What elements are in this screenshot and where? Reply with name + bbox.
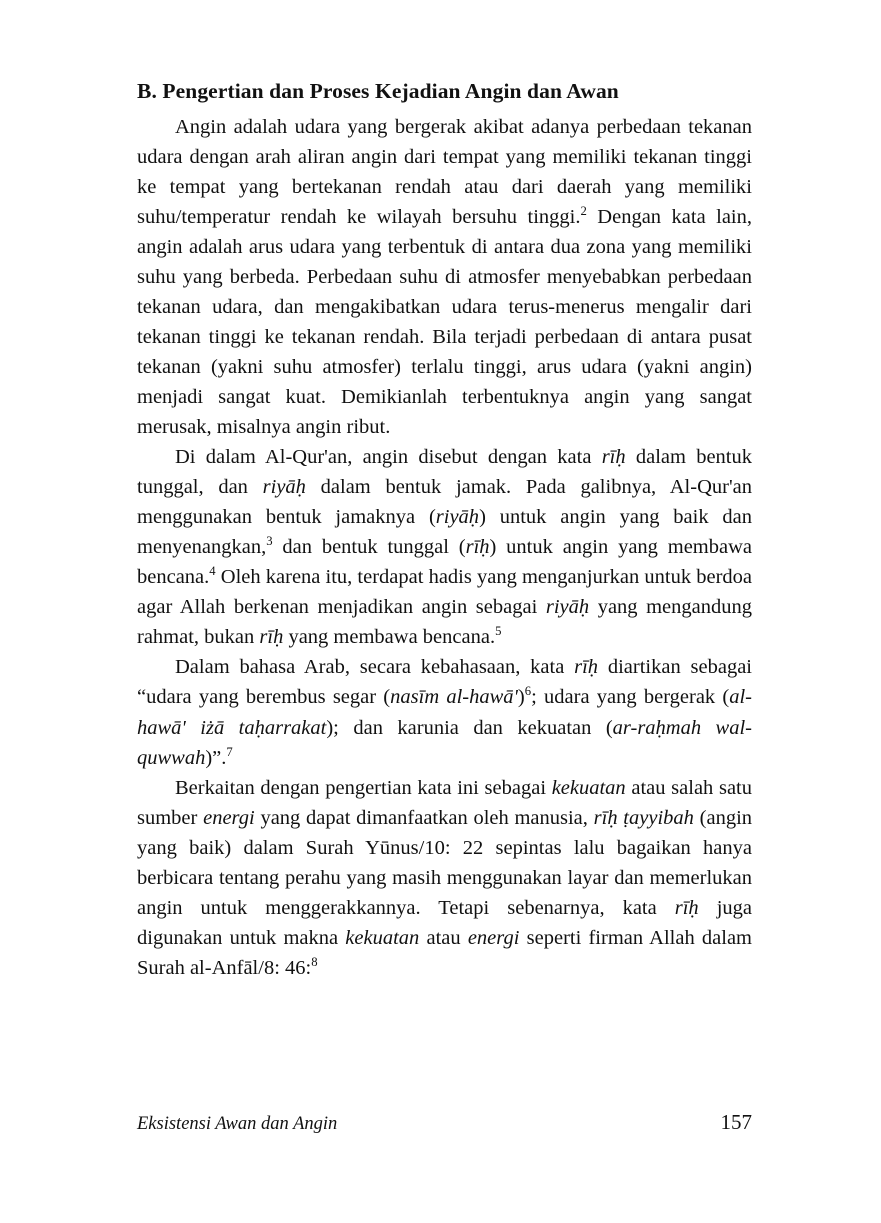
term-energi: energi (203, 806, 255, 829)
term-ar-rahmah-wal-quwwah: ar-raḥmah wal-quwwah (137, 716, 753, 769)
term-riyah-2: riyāḥ (435, 506, 480, 529)
footnote-marker-8: 8 (311, 954, 318, 969)
term-rih-2: rīḥ (465, 536, 490, 559)
footnote-marker-2: 2 (580, 204, 587, 219)
term-rih-5: rīḥ (674, 896, 699, 919)
footnote-marker-4: 4 (209, 564, 216, 579)
term-riyah: riyāḥ (262, 476, 306, 499)
term-rih-tayyibah: rīḥ ṭayyibah (593, 806, 694, 829)
paragraph-4: Berkaitan dengan pengertian kata ini sebagai kekuatan atau salah satu sumber energi yang dapat dimanfaatkan oleh manusia, rīḥ ṭayyibah (angin yang baik) dalam Surah Yūnus/10: 22 sepintas lalu bagaikan hanya berbicara tentang perahu yang masih menggunakan layar dan memerlukan angin untuk menggerakkannya. Tetapi sebenarnya, kata rīḥ juga digunakan untuk makna kekuatan atau energi seperti firman Allah dalam Surah al-Anfāl/8: 46:$^8$ (137, 776, 753, 979)
term-al-hawa-iza-taharrakat: al-hawā' iżā taḥarrakat (137, 686, 752, 739)
page-footer (137, 1110, 752, 1135)
term-riyah-3: riyāḥ (545, 596, 590, 619)
term-kekuatan-2: kekuatan (345, 926, 420, 949)
term-rih-4: rīḥ (574, 656, 599, 679)
running-title: Eksistensi Awan dan Angin (137, 1114, 338, 1134)
footnote-marker-3: 3 (266, 534, 273, 549)
footnote-marker-6: 6 (524, 684, 532, 699)
term-rih: rīḥ (601, 446, 626, 469)
paragraph-2: Di dalam Al-Qur'an, angin disebut dengan kata rīḥ dalam bentuk tunggal, dan riyāḥ dalam bentuk jamak. Pada galibnya, Al-Qur'an menggunakan bentuk jamaknya (riyāḥ) untuk angin yang baik dan menyenangkan,$^3$ dan bentuk tunggal (rīḥ) untuk angin yang membawa bencana.$^4$ Oleh karena itu, terdapat hadis yang menganjurkan untuk berdoa agar Allah berkenan menjadikan angin sebagai riyāḥ yang mengandung rahmat, bukan rīḥ yang membawa bencana.$^5$ (137, 446, 753, 649)
term-nasim-al-hawa: nasīm al-hawā' (390, 686, 518, 709)
page-number: 157 (720, 1110, 752, 1134)
footnote-marker-7: 7 (226, 744, 233, 759)
term-rih-3: rīḥ (259, 626, 284, 649)
section-heading: B. Pengertian dan Proses Kejadian Angin dan Awan (137, 79, 619, 103)
term-energi-2: energi (467, 926, 520, 949)
page-content (137, 78, 752, 983)
term-kekuatan: kekuatan (551, 776, 626, 799)
footnote-marker-5: 5 (495, 624, 502, 639)
paragraph-1: Angin adalah udara yang bergerak akibat adanya perbedaan tekanan udara dengan arah aliran angin dari tempat yang memiliki tekanan tinggi ke tempat yang bertekanan rendah atau dari daerah yang memiliki suhu/temperatur rendah ke wilayah bersuhu tinggi.$^2$ Dengan kata lain, angin adalah arus udara yang terbentuk di antara dua zona yang memiliki suhu yang berbeda. Perbedaan suhu di atmosfer menyebabkan perbedaan tekanan udara, dan mengakibatkan udara terus-menerus mengalir dari tekanan tinggi ke tekanan rendah. Bila terjadi perbedaan di antara pusat tekanan (yakni suhu atmosfer) terlalu tinggi, arus udara (yakni angin) menjadi sangat kuat. Demikianlah terbentuknya angin yang sangat merusak, misalnya angin ribut. (137, 115, 753, 439)
paragraph-3: Dalam bahasa Arab, secara kebahasaan, kata rīḥ diartikan sebagai “udara yang berembus segar (nasīm al-hawā')$^6$; udara yang bergerak (al-hawā' iżā taḥarrakat); dan karunia dan kekuatan (ar-raḥmah wal-quwwah)”.$^7$ (137, 656, 753, 769)
